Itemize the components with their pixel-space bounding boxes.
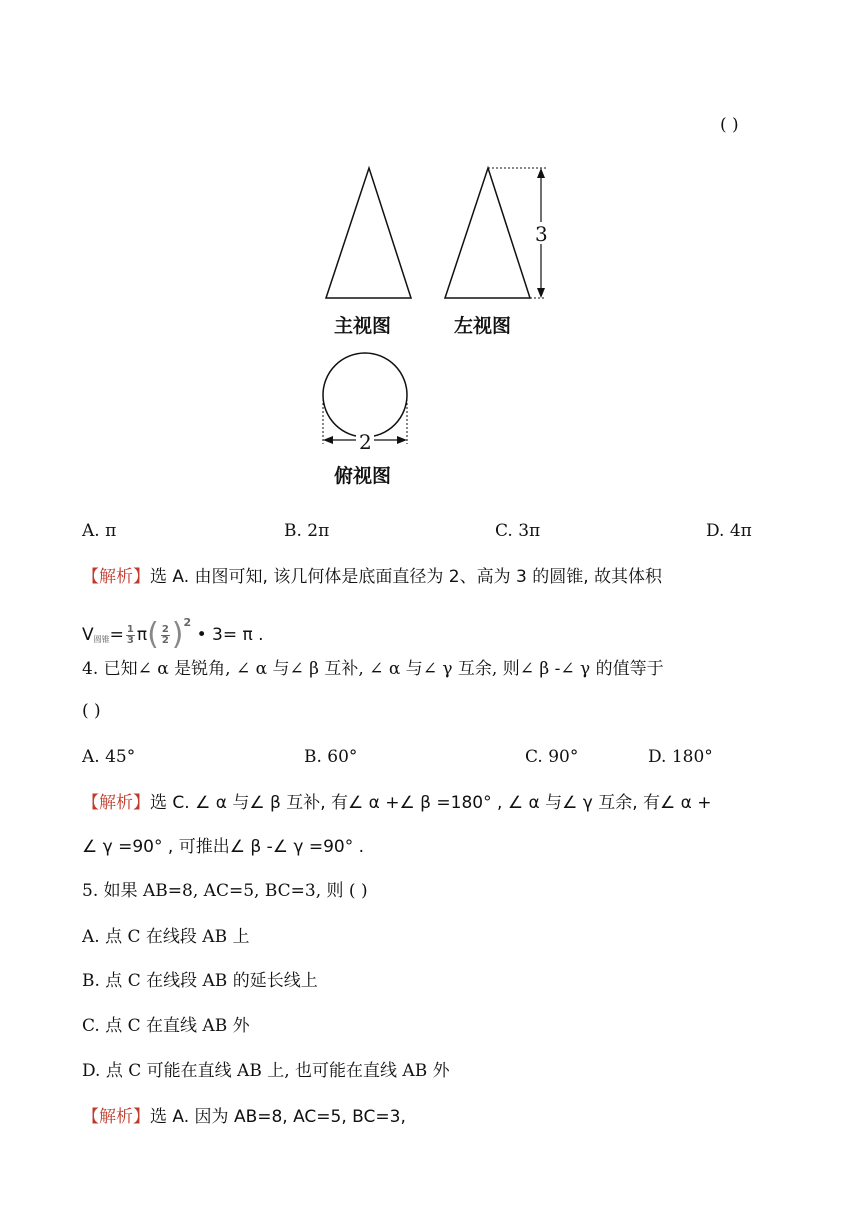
volume-formula: $V_{圆锥}=$ $\frac{1}{3}$ π( $\frac{2}{2}$ )$^2$ • 3= π . [82,616,264,652]
q3-option-a: A. π [82,521,117,541]
q5-option-a: A. 点 C 在线段 AB 上 [82,927,250,947]
side-view-triangle [445,168,530,298]
q3-option-d: D. 4π [706,521,752,541]
q3-analysis-text: 选 A. 由图可知, 该几何体是底面直径为 2、高为 3 的圆锥, 故其体积 [150,567,662,587]
diameter-label: 2 [359,430,372,454]
q5-stem: 5. 如果 AB=8, AC=5, BC=3, 则 ( ) [82,881,368,901]
formula-exponent: 2 [183,616,192,629]
analysis-tag: 【解析】 [82,793,150,813]
answer-bracket: ( ) [720,115,739,135]
q3-option-b: B. 2π [284,521,330,541]
height-label: 3 [535,222,548,246]
top-view-circle [323,353,407,437]
q5-option-d: D. 点 C 可能在直线 AB 上, 也可能在直线 AB 外 [82,1061,450,1081]
q4-analysis-line2: ∠ γ =90° , 可推出∠ β -∠ γ =90° . [82,837,365,857]
q5-analysis: 【解析】选 A. 因为 AB=8, AC=5, BC=3, [82,1107,406,1127]
q3-analysis [82,566,662,588]
diameter-arrow-right [397,436,407,444]
q4-option-d: D. 180° [648,747,713,767]
formula-eq: = [109,625,124,645]
fraction-one-third: $\frac{1}{3}$ [126,623,134,646]
formula-v: V [82,625,94,645]
front-view-label: 主视图 [334,315,392,337]
q4-option-b: B. 60° [304,747,358,767]
q3-option-c: C. 3π [495,521,541,541]
analysis-tag: 【解析】 [82,567,150,587]
q5-option-b: B. 点 C 在线段 AB 的延长线上 [82,971,318,991]
q4-analysis-line1: 【解析】选 C. ∠ α 与∠ β 互补, 有∠ α +∠ β =180° , ∠ α 与∠ γ 互余, 有∠ α + [82,793,712,813]
side-view-label: 左视图 [454,315,512,337]
q4-option-c: C. 90° [525,747,579,767]
diameter-arrow-left [323,436,333,444]
front-view-triangle [326,168,411,298]
fraction-two-halves: $\frac{2}{2}$ [161,623,169,646]
formula-pi: π [136,625,148,645]
q4-stem: 4. 已知∠ α 是锐角, ∠ α 与∠ β 互补, ∠ α 与∠ γ 互余, 则∠ β -∠ γ 的值等于 [82,659,664,679]
height-arrow-bottom [537,288,545,298]
formula-subscript: 圆锥 [93,635,110,644]
q4-option-a: A. 45° [82,747,136,767]
analysis-tag: 【解析】 [82,1107,150,1127]
height-arrow-top [537,168,545,178]
formula-tail: • 3= π . [196,625,264,645]
q4-bracket: ( ) [82,701,101,721]
q5-option-c: C. 点 C 在直线 AB 外 [82,1016,250,1036]
top-view-label: 俯视图 [334,465,392,487]
